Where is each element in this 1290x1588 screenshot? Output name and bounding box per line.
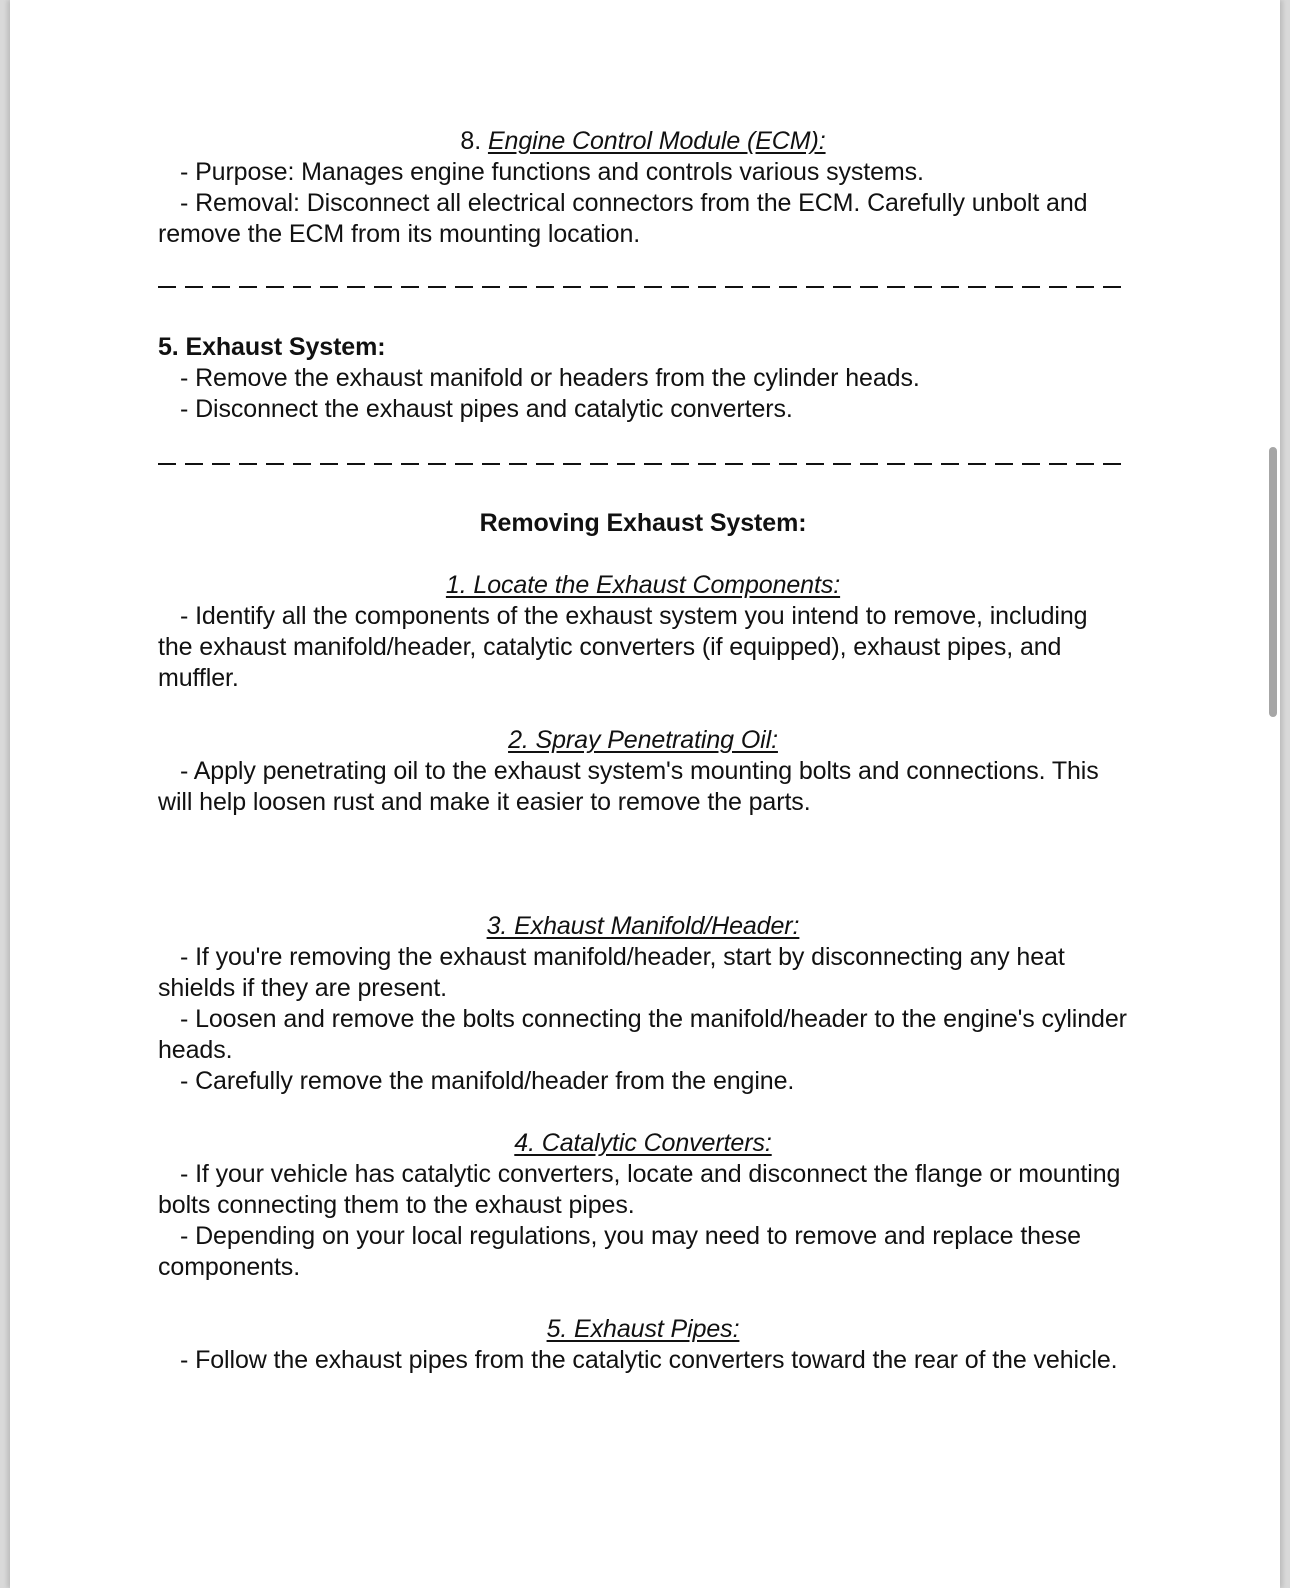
- step-bullet: - Carefully remove the manifold/header from the engine.: [180, 1067, 795, 1095]
- removing-exhaust-title: Removing Exhaust System:: [479, 509, 807, 537]
- exhaust-bullet: - Disconnect the exhaust pipes and catalytic converters.: [180, 395, 793, 423]
- scrollbar-thumb[interactable]: [1269, 447, 1277, 717]
- ecm-removal-text: - Removal: Disconnect all electrical connectors from the ECM. Carefully unbolt and remove the ECM from its mounting location.: [158, 189, 1088, 248]
- step-bullet: - Identify all the components of the exhaust system you intend to remove, including the exhaust manifold/header, catalytic converters (if equipped), exhaust pipes, and muffler.: [158, 602, 1088, 692]
- document-content: [158, 126, 1128, 1376]
- ecm-heading: [158, 126, 1128, 157]
- ecm-heading-title: Engine Control Module (ECM):: [487, 127, 826, 155]
- exhaust-system-heading: 5. Exhaust System:: [158, 333, 386, 361]
- ecm-heading-number: 8.: [460, 127, 482, 155]
- step-title: 4. Catalytic Converters:: [514, 1129, 772, 1157]
- vertical-scrollbar[interactable]: [1266, 0, 1280, 1588]
- ecm-purpose: - Purpose: Manages engine functions and controls various systems.: [180, 158, 924, 186]
- step-title: 5. Exhaust Pipes:: [546, 1315, 740, 1343]
- document-page: [10, 0, 1280, 1588]
- exhaust-bullet: - Remove the exhaust manifold or headers from the cylinder heads.: [180, 364, 920, 392]
- step-bullet: - Apply penetrating oil to the exhaust system's mounting bolts and connections. This will help loosen rust and make it easier to remove the parts.: [158, 757, 1099, 816]
- step-bullet: - Loosen and remove the bolts connecting the manifold/header to the engine's cylinder heads.: [158, 1005, 1127, 1064]
- step-bullet: - If your vehicle has catalytic converters, locate and disconnect the flange or mounting bolts connecting them to the exhaust pipes.: [158, 1160, 1121, 1219]
- ecm-removal: [158, 188, 1128, 250]
- step-title: 2. Spray Penetrating Oil:: [508, 726, 778, 754]
- step-title: 3. Exhaust Manifold/Header:: [486, 912, 800, 940]
- step-title: 1. Locate the Exhaust Components:: [445, 571, 841, 599]
- step-bullet: - Depending on your local regulations, you may need to remove and replace these components.: [158, 1222, 1081, 1281]
- step-bullet: - If you're removing the exhaust manifold/header, start by disconnecting any heat shields if they are present.: [158, 943, 1065, 1002]
- step-bullet: - Follow the exhaust pipes from the catalytic converters toward the rear of the vehicle.: [180, 1346, 1118, 1374]
